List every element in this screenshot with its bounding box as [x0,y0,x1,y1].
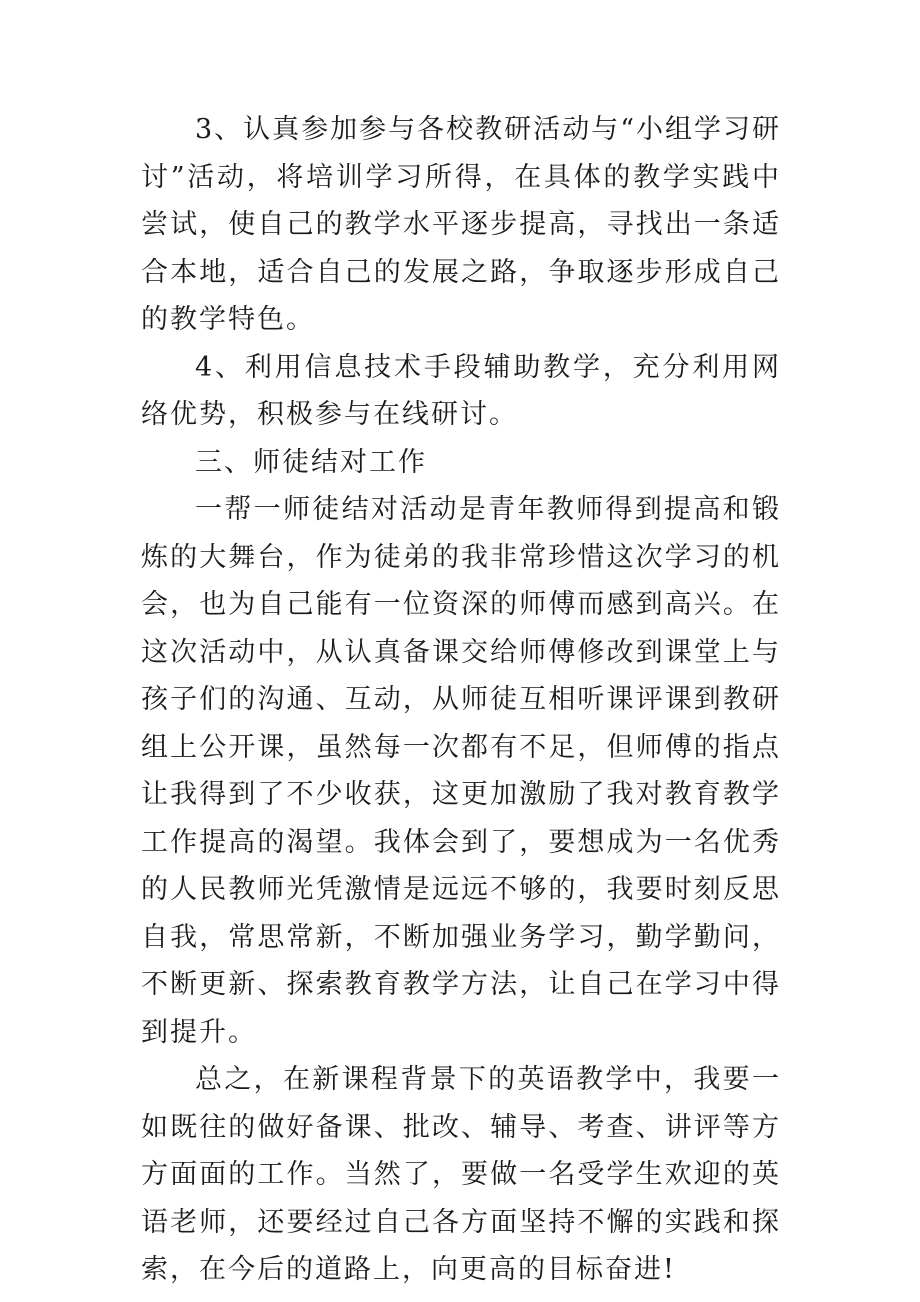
paragraph-item-4: 4、利用信息技术手段辅助教学，充分利用网络优势，积极参与在线研讨。 [141,351,781,430]
section-heading-mentorship: 三、师徒结对工作 [195,446,427,478]
paragraph-mentorship: 一帮一师徒结对活动是青年教师得到提高和锻炼的大舞台，作为徒弟的我非常珍惜这次学习的机会，也为自己能有一位资深的师傅而感到高兴。在这次活动中，从认真备课交给师傅修改到课堂上与孩子们的沟通、互动，从师徒互相听课评课到教研组上公开课，虽然每一次都有不足，但师傅的指点让我得到了不少收获，这更加激励了我对教育教学工作提高的渴望。我体会到了，要想成为一名优秀的人民教师光凭激情是远远不够的，我要时刻反思自我，常思常新，不断加强业务学习，勤学勤问，不断更新、探索教育教学方法，让自己在学习中得到提升。 [141,494,781,1048]
document-body [141,106,781,1294]
paragraph-item-3: 3、认真参加参与各校教研活动与“小组学习研讨”活动，将培训学习所得，在具体的教学实践中尝试，使自己的教学水平逐步提高，寻找出一条适合本地，适合自己的发展之路，争取逐步形成自己的教学特色。 [141,114,781,335]
paragraph-conclusion: 总之，在新课程背景下的英语教学中，我要一如既往的做好备课、批改、辅导、考查、讲评等方方面面的工作。当然了，要做一名受学生欢迎的英语老师，还要经过自己各方面坚持不懈的实践和探索，在今后的道路上，向更高的目标奋进! [141,1064,781,1285]
